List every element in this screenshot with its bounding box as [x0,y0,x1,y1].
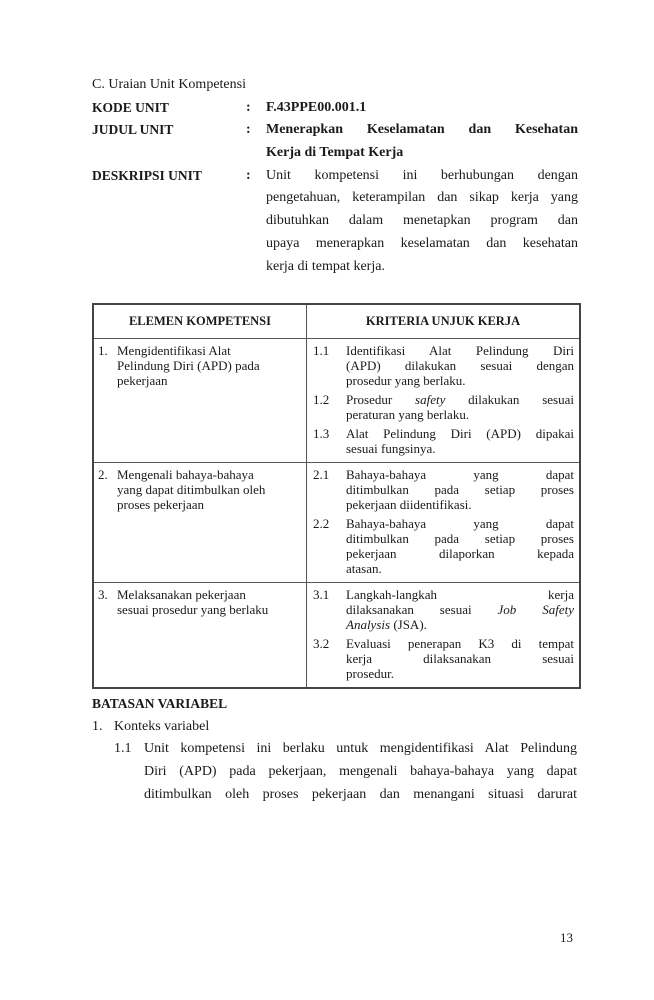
criteria-line [346,426,574,441]
criteria-item [313,636,574,681]
table-header-row [93,304,580,339]
criteria-text [346,636,574,681]
criteria-cell [307,463,581,583]
field-value-line: Menerapkan Keselamatan dan Kesehatan [266,122,578,138]
element-item [94,339,306,394]
criteria-line [346,407,574,422]
criteria-segment: prosedur yang berlaku. [346,373,466,388]
criteria-line [346,467,574,482]
element-line: sesuai prosedur yang berlaku [117,602,269,617]
field-value-line: upaya menerapkan keselamatan dan kesehatan [266,235,578,251]
item-number: 1. [92,718,103,734]
criteria-text [346,516,574,576]
criteria-line [346,587,574,602]
italic-term: Analysis [346,617,391,632]
list-item-konteks [92,716,582,739]
criteria-segment: Evaluasi penerapan K3 di tempat [346,636,574,651]
section-title: C. Uraian Unit Kompetensi [92,77,246,92]
unit-field-deskripsi-unit [92,165,582,278]
criteria-segment: Bahaya-bahaya yang dapat [346,467,574,482]
criteria-item [313,516,574,576]
element-text [117,467,265,512]
criteria-segment: dilaksanakan sesuai [346,602,498,617]
batasan-variabel-section [92,693,582,806]
page-number: 13 [560,930,573,945]
criteria-segment: (JSA). [390,617,427,632]
sub-item-1-1 [92,738,582,806]
criteria-line [346,531,574,546]
criteria-line [346,441,574,456]
field-value-line: kerja di tempat kerja. [266,258,385,274]
criteria-list [307,463,579,582]
element-line: pekerjaan [117,373,168,388]
italic-term: safety [415,392,446,407]
field-colon: : [246,99,251,115]
field-value-line: dibutuhkan dalam menetapkan program dan [266,213,578,229]
header-kriteria-unjuk-kerja: KRITERIA UNJUK KERJA [307,304,581,339]
criteria-number: 1.2 [313,392,330,407]
criteria-segment: Bahaya-bahaya yang dapat [346,516,574,531]
criteria-line [346,561,574,576]
criteria-segment: ditimbulkan pada setiap proses [346,482,574,497]
element-text [117,587,268,617]
element-line: Mengenali bahaya-bahaya [117,467,254,482]
criteria-segment: Alat Pelindung Diri (APD) dipakai [346,426,574,441]
criteria-number: 3.2 [313,636,330,651]
criteria-text [346,587,574,632]
criteria-line [346,666,574,681]
criteria-line [346,617,574,632]
criteria-line [346,636,574,651]
criteria-segment: ditimbulkan pada setiap proses [346,531,574,546]
unit-field-kode-unit [92,97,582,120]
criteria-line [346,516,574,531]
element-number: 2. [98,467,108,482]
field-label: DESKRIPSI UNIT [92,167,202,183]
unit-description-section [92,74,582,278]
element-line: Pelindung Diri (APD) pada [117,358,260,373]
sub-item-line: Unit kompetensi ini berlaku untuk mengidentifikasi Alat Pelindung [144,741,577,757]
field-value [266,119,578,164]
element-line: proses pekerjaan [117,497,204,512]
criteria-text [346,343,574,388]
field-value [266,97,578,120]
criteria-text [346,392,574,422]
criteria-cell [307,339,581,463]
criteria-segment: Prosedur [346,392,416,407]
criteria-segment: atasan. [346,561,382,576]
sub-item-line: Diri (APD) pada pekerjaan, mengenali bahaya-bahaya yang dapat [144,764,577,780]
criteria-line [346,651,574,666]
sub-item-text [144,738,577,806]
criteria-segment: kerja dilaksanakan sesuai [346,651,574,666]
field-value-line: pengetahuan, keterampilan dan sikap kerja yang [266,190,578,206]
criteria-line [346,602,574,617]
criteria-number: 3.1 [313,587,330,602]
unit-fields [92,97,582,279]
criteria-line [346,497,574,512]
element-text [117,343,260,388]
criteria-item [313,392,574,422]
criteria-segment: prosedur. [346,666,395,681]
criteria-line [346,546,574,561]
element-number: 3. [98,587,108,602]
element-line: Mengidentifikasi Alat [117,343,231,358]
element-cell [93,463,307,583]
criteria-line [346,343,574,358]
field-value-line: Kerja di Tempat Kerja [266,145,404,161]
criteria-number: 2.2 [313,516,330,531]
criteria-item [313,343,574,388]
table-row [93,463,580,583]
criteria-number: 1.1 [313,343,330,358]
criteria-segment: pekerjaan dilaporkan kepada [346,546,574,561]
criteria-number: 1.3 [313,426,330,441]
criteria-line [346,482,574,497]
header-elemen-kompetensi: ELEMEN KOMPETENSI [93,304,307,339]
italic-term: Job Safety [497,602,574,617]
element-cell [93,583,307,689]
element-item [94,583,306,623]
field-label: JUDUL UNIT [92,122,174,138]
criteria-segment: dilakukan sesuai [445,392,574,407]
unit-field-judul-unit [92,119,582,164]
batasan-title: BATASAN VARIABEL [92,696,228,711]
element-item [94,463,306,518]
field-colon: : [246,122,251,138]
criteria-list [307,583,579,687]
criteria-segment: sesuai fungsinya. [346,441,436,456]
field-value-line: F.43PPE00.001.1 [266,99,367,115]
criteria-segment: Identifikasi Alat Pelindung Diri [346,343,574,358]
sub-item-number: 1.1 [114,741,132,757]
criteria-cell [307,583,581,689]
criteria-segment: (APD) dilakukan sesuai dengan [346,358,574,373]
criteria-segment: peraturan yang berlaku. [346,407,470,422]
element-number: 1. [98,343,108,358]
criteria-text [346,426,574,456]
competency-table [92,303,581,689]
criteria-number: 2.1 [313,467,330,482]
criteria-line [346,373,574,388]
criteria-segment: pekerjaan diidentifikasi. [346,497,472,512]
sub-item-line: ditimbulkan oleh proses pekerjaan dan menangani situasi darurat [144,786,577,802]
field-colon: : [246,167,251,183]
element-cell [93,339,307,463]
field-value [266,165,578,278]
field-value-line: Unit kompetensi ini berhubungan dengan [266,167,578,183]
criteria-item [313,587,574,632]
table-row [93,583,580,689]
criteria-list [307,339,579,462]
element-line: Melaksanakan pekerjaan [117,587,246,602]
criteria-item [313,467,574,512]
criteria-text [346,467,574,512]
criteria-segment: Langkah-langkah kerja [346,587,574,602]
table-row [93,339,580,463]
item-label: Konteks variabel [114,718,210,734]
criteria-line [346,358,574,373]
criteria-item [313,426,574,456]
criteria-line [346,392,574,407]
field-label: KODE UNIT [92,99,169,115]
element-line: yang dapat ditimbulkan oleh [117,482,266,497]
